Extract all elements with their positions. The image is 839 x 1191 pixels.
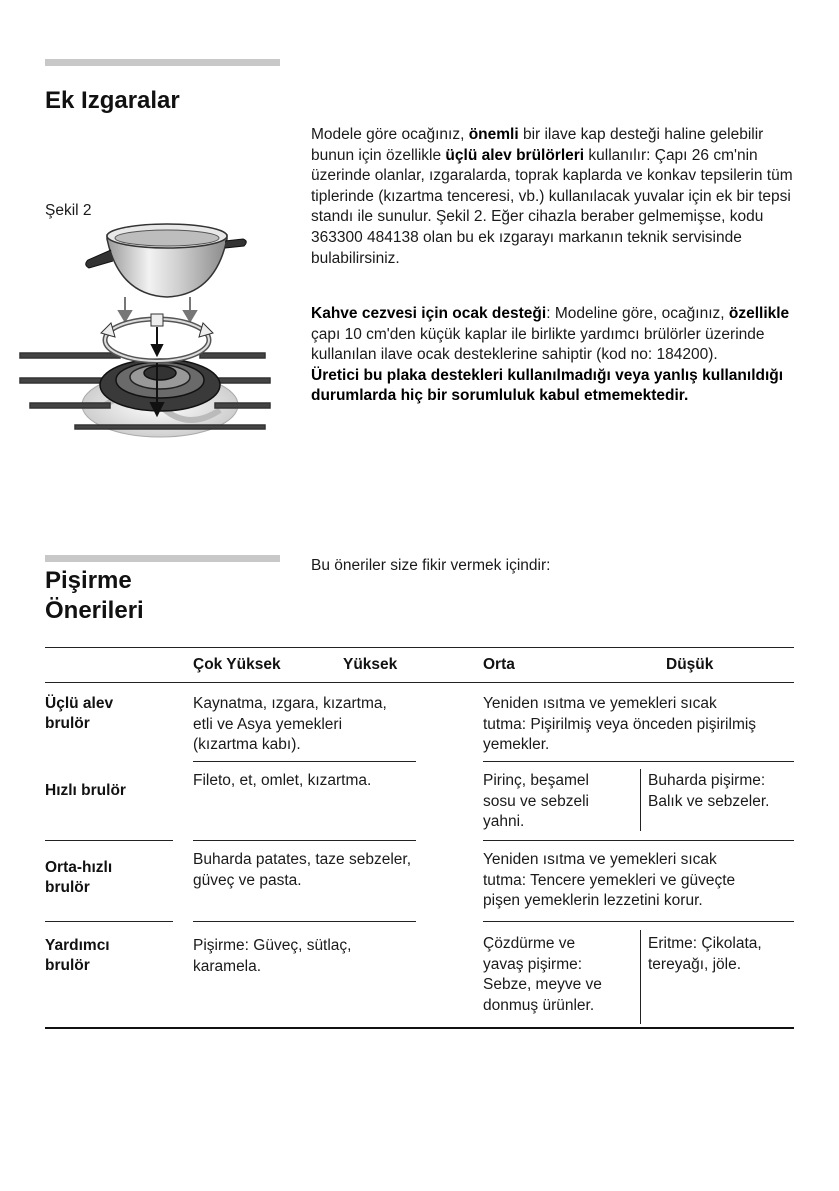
cell-divider	[640, 930, 641, 1024]
table-cell-high: Buharda patates, taze sebzeler, güveç ve pasta.	[193, 851, 412, 889]
table-cell-low: Eritme: Çikolata, tereyağı, jöle.	[648, 935, 762, 973]
cell-divider	[640, 769, 641, 831]
col-header-orta: Orta	[483, 656, 515, 673]
table-cell-high: Fileto, et, omlet, kızartma.	[193, 772, 372, 789]
row-rule	[45, 921, 173, 922]
table-row-yardimci-label: Yardımcı brulör	[45, 937, 110, 974]
table-cell-mid: Yeniden ısıtma ve yemekleri sıcak tutma: Pişirilmiş veya önceden pişirilmiş yemekler.	[483, 695, 757, 753]
row-rule	[193, 840, 416, 841]
table-cell-high: Pişirme: Güveç, sütlaç, karamela.	[193, 937, 352, 975]
section-divider-1	[45, 59, 280, 66]
table-top-rule	[45, 647, 794, 648]
col-header-cok-yuksek: Çok Yüksek	[193, 656, 281, 673]
paragraph-kahve-cezvesi: Kahve cezvesi için ocak desteği: Modeline göre, ocağınız, özellikle çapı 10 cm'den küçük kaplar ile birlikte yardımcı brülörler üzerinde kullanılan ilave ocak desteklerine sahiptir (kod no: 184200). Üretici bu plaka destekleri kullanılmadığı veya yanlış kullanıldığı durumlarda hiç bir sorumluluk kabul etmemektedir.	[311, 305, 790, 405]
intro-text: Bu öneriler size fikir vermek içindir:	[311, 557, 551, 574]
figure-caption: Şekil 2	[45, 202, 92, 219]
table-row-ucclu-alev-label: Üçlü alev brulör	[45, 695, 114, 732]
section-title-pisirme-onerileri: Pişirme Önerileri	[45, 567, 144, 624]
section-title-ek-izgaralar: Ek Izgaralar	[45, 87, 180, 114]
table-row-orta-hizli-label: Orta-hızlı brulör	[45, 859, 113, 896]
warning-text: Üretici bu plaka destekleri kullanılmadığı veya yanlış kullanıldığı durumlarda hiç bir sorumluluk kabul etmemektedir.	[311, 366, 784, 405]
table-bottom-rule	[45, 1027, 794, 1029]
pot-icon	[86, 224, 247, 297]
section-divider-2	[45, 555, 280, 562]
row-rule	[193, 761, 416, 762]
table-cell-low: Buharda pişirme: Balık ve sebzeler.	[648, 772, 770, 810]
table-row-hizli-label: Hızlı brulör	[45, 782, 126, 799]
table-cell-mid: Çözdürme ve yavaş pişirme: Sebze, meyve ve donmuş ürünler.	[483, 935, 602, 1014]
table-header-rule	[45, 682, 794, 683]
row-rule	[193, 921, 416, 922]
table-cell-mid: Yeniden ısıtma ve yemekleri sıcak tutma: Tencere yemekleri ve güveçte pişen yemeklerin lezzetini korur.	[483, 851, 736, 909]
row-rule	[483, 840, 794, 841]
col-header-dusuk: Düşük	[666, 656, 714, 673]
paragraph-ek-izgaralar: Modele göre ocağınız, önemli bir ilave kap desteği haline gelebilir bunun için özellikle üçlü alev brülörleri kullanılır: Çapı 26 cm'nin üzerinde olanlar, ızgaralarda, toprak kaplarda ve konkav tepsilerin tüm tiplerinde (kızartma tenceresi, vb.) kullanılacak yuvalar için ek bir tepsi standı ile sunulur. Şekil 2. Eğer cihazla beraber gelmemişse, kodu 363300 484138 olan bu ek ızgarayı markanın teknik servisinde bulabilirsiniz.	[311, 126, 793, 267]
table-cell-mid: Pirinç, beşamel sosu ve sebzeli yahni.	[483, 772, 589, 830]
col-header-yuksek: Yüksek	[343, 656, 398, 673]
row-rule	[483, 921, 794, 922]
table-cell-high: Kaynatma, ızgara, kızartma, etli ve Asya yemekleri (kızartma kabı).	[193, 695, 387, 753]
row-rule	[45, 840, 173, 841]
pot-support-illustration	[15, 215, 280, 450]
row-rule	[483, 761, 794, 762]
